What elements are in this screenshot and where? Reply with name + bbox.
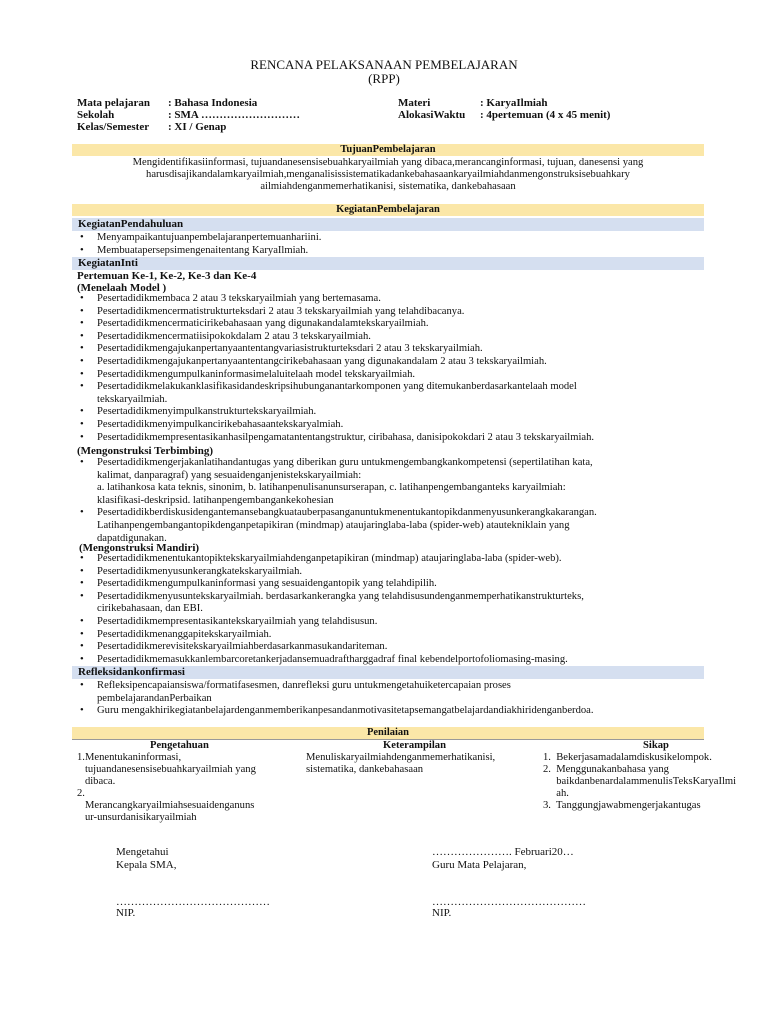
- document-title: RENCANA PELAKSANAAN PEMBELAJARAN: [250, 57, 518, 72]
- kegiatan-heading: KegiatanPembelajaran: [72, 204, 704, 216]
- list-item-text: Refleksipencapaiansiswa/formatifasesmen, danrefleksi guru untukmengetahuiketercapaian proses: [97, 680, 511, 691]
- terbimbing-heading: (Mengonstruksi Terbimbing): [77, 445, 213, 457]
- bullet-icon: •: [80, 343, 84, 355]
- guru-label: Guru Mata Pelajaran,: [432, 859, 527, 871]
- list-item-text: Pesertadidikmencermaticirikebahasaan yang digunakandalamtekskaryailmiah.: [97, 318, 429, 330]
- penilaian-line: 2. Menggunakanbahasa yang: [543, 764, 669, 775]
- list-item-text: Pesertadidikberdiskusidengantemansebangkuatauberpasanganuntukmenentukantopikdanmenyusunkerangkakarangan.: [97, 507, 597, 519]
- bullet-icon: •: [80, 244, 84, 256]
- list-item-text: Pesertadidikmencermatiisipokokdalam 2 atau 3 tekskaryailmiah.: [97, 330, 371, 342]
- bullet-icon: •: [80, 653, 84, 665]
- penilaian-line: Merancangkaryailmiahsesuaidenganuns: [77, 800, 255, 811]
- list-item: [77, 419, 701, 432]
- mengetahui-label: Mengetahui: [116, 846, 169, 858]
- list-item: [77, 553, 701, 566]
- list-item-text: Pesertadidikmengajukanpertanyaantentangcirikebahasaan yang digunakandalam 2 atau 3 tekskaryailmiah.: [97, 355, 547, 367]
- date-line: …………………. Februari20…: [432, 846, 574, 858]
- list-item: [77, 432, 701, 445]
- list-item-text: Pesertadidikmerevisitekskaryailmiahberdasarkanmasukandariteman.: [97, 641, 388, 653]
- identity-value-sekolah: : SMA ………………………: [168, 109, 300, 121]
- list-item-text: dapatdigunakan.: [97, 532, 167, 544]
- terbimbing-list: [77, 457, 701, 545]
- list-item-text: Pesertadidikmempresentasikantekskaryailmiah yang telahdisusun.: [97, 615, 378, 627]
- penilaian-line: 2.: [77, 788, 85, 799]
- inti-heading: KegiatanInti: [72, 257, 704, 270]
- identity-value-materi: : KaryaIlmiah: [480, 97, 548, 109]
- bullet-icon: •: [80, 318, 84, 330]
- pendahuluan-list: [77, 232, 701, 257]
- inti-meeting: Pertemuan Ke-1, Ke-2, Ke-3 dan Ke-4: [77, 270, 257, 282]
- list-item-text: Pesertadidikmenyimpulkancirikebahasaantekskaryalmiah.: [97, 418, 344, 430]
- bullet-icon: •: [80, 293, 84, 304]
- list-item-text: a. latihankosa kata teknis, sinonim, b. latihanpenulisanunsurserapan, c. latihanpengembanganteks karyailmiah:: [97, 482, 566, 494]
- penilaian-line: 1.Menentukaninformasi,: [77, 752, 182, 763]
- list-item-text: tekskaryailmiah.: [97, 393, 168, 405]
- bullet-icon: •: [80, 457, 84, 468]
- list-item: [77, 578, 701, 591]
- identity-value-alokasi: : 4pertemuan (4 x 45 menit): [480, 109, 611, 121]
- list-item: [77, 680, 701, 705]
- list-item-text: Pesertadidikmencermatistrukturteksdari 2 atau 3 tekskaryailmiah yang telahdibacanya.: [97, 305, 465, 317]
- pengetahuan-column: [77, 752, 305, 824]
- bullet-icon: •: [80, 305, 84, 317]
- list-item: [77, 629, 701, 642]
- list-item-text: Pesertadidikmengajukanpertanyaantentangvariasistrukturteksdari 2 atau 3 tekskaryailmiah.: [97, 343, 483, 355]
- guru-nip: NIP.: [432, 907, 452, 919]
- bullet-icon: •: [80, 330, 84, 342]
- penilaian-line: 3. Tanggungjawabmengerjakantugas: [543, 800, 701, 811]
- refleksi-list: [77, 680, 701, 718]
- identity-label-materi: Materi: [398, 97, 431, 109]
- bullet-icon: •: [80, 431, 84, 443]
- list-item-text: Pesertadidikmenyimpulkanstrukturtekskaryailmiah.: [97, 406, 317, 418]
- list-item: [77, 306, 701, 319]
- list-item-text: Pesertadidikmenanggapitekskaryailmiah.: [97, 628, 272, 640]
- list-item-text: Pesertadidikmengumpulkaninformasimelaluitelaah model tekskaryailmiah.: [97, 368, 416, 380]
- sikap-column: [543, 752, 768, 812]
- mandiri-heading: (Mengonstruksi Mandiri): [79, 542, 200, 554]
- penilaian-line: sistematika, dankebahasaan: [306, 764, 424, 775]
- list-item-text: Menyampaikantujuanpembelajaranpertemuanhariini.: [97, 232, 322, 243]
- keterampilan-column: [306, 752, 536, 776]
- list-item: [77, 245, 701, 258]
- guru-signature-line: ……………………………………: [432, 896, 586, 908]
- list-item-text: Guru mengakhirikegiatanbelajardenganmemberikanpesandanmotivasitetapsemangatbelajardandiakhiridenganberdoa.: [97, 705, 594, 717]
- tujuan-line: Mengidentifikasiinformasi, tujuandanesensisebuahkaryailmiah yang dibaca,merancanginformasi, tujuan, danesensi yang: [132, 157, 644, 168]
- list-item: [77, 381, 701, 406]
- sikap-header: Sikap: [643, 740, 669, 751]
- penilaian-line: ah.: [543, 788, 569, 799]
- bullet-icon: •: [80, 232, 84, 243]
- list-item-text: Pesertadidikmenentukantopiktekskaryailmiahdenganpetapikiran (mindmap) ataujaringlaba-laba (spider-web).: [97, 553, 562, 564]
- list-item: [77, 566, 701, 579]
- list-item-text: Pesertadidikmengerjakanlatihandantugas yang diberikan guru untukmengembangkankompetensi (sepertilatihan kata,: [97, 457, 593, 468]
- list-item: [77, 705, 701, 718]
- penilaian-line: 1. Bekerjasamadalamdiskusikelompok.: [543, 752, 712, 763]
- list-item: [77, 293, 701, 306]
- bullet-icon: •: [80, 705, 84, 717]
- identity-label-sekolah: Sekolah: [77, 109, 115, 121]
- pendahuluan-heading: KegiatanPendahuluan: [72, 218, 704, 231]
- tujuan-text: [78, 157, 698, 193]
- list-item-text: kalimat, danparagraf) yang sesuaidenganjenistekskaryailmiah:: [97, 469, 362, 481]
- bullet-icon: •: [80, 553, 84, 564]
- bullet-icon: •: [80, 368, 84, 380]
- identity-label-mapel: Mata pelajaran: [77, 97, 151, 109]
- bullet-icon: •: [80, 680, 84, 691]
- list-item-text: cirikebahasaan, dan EBI.: [97, 603, 203, 615]
- identity-label-alokasi: AlokasiWaktu: [398, 109, 466, 121]
- list-item: [77, 457, 701, 507]
- list-item-text: Pesertadidikmenyusunkerangkatekskaryailmiah.: [97, 565, 303, 577]
- list-item: [77, 232, 701, 245]
- tujuan-heading: TujuanPembelajaran: [72, 144, 704, 156]
- penilaian-line: baikdanbenardalammenulisTeksKaryaIlmi: [543, 776, 737, 787]
- identity-label-kelas: Kelas/Semester: [77, 121, 150, 133]
- list-item-text: Pesertadidikmelakukanklasifikasidandeskripsihubunganantarkomponen yang ditemukanberdasarkantelaah model: [97, 381, 577, 393]
- tujuan-line: harusdisajikandalamkaryailmiah,menganalisissistematikadankebahasaankaryailmiahdanmengonstruksisebuahkary: [146, 169, 630, 180]
- penilaian-line: Menuliskaryailmiahdenganmemerhatikanisi,: [306, 752, 496, 763]
- bullet-icon: •: [80, 565, 84, 577]
- pengetahuan-header: Pengetahuan: [150, 740, 209, 751]
- identity-value-mapel: : Bahasa Indonesia: [168, 97, 258, 109]
- penilaian-line: dibaca.: [77, 776, 116, 787]
- list-item-text: Pesertadidikmembaca 2 atau 3 tekskaryailmiah yang bertemasama.: [97, 293, 381, 304]
- identity-value-kelas: : XI / Genap: [168, 121, 227, 133]
- list-item-text: Latihanpengembangantopikdenganpetapikiran (mindmap) ataujaringlaba-laba (spider-web) atautekniklain yang: [97, 519, 570, 531]
- list-item: [77, 369, 701, 382]
- bullet-icon: •: [80, 381, 84, 393]
- list-item: [77, 507, 701, 545]
- list-item: [77, 616, 701, 629]
- menelaah-heading: (Menelaah Model ): [77, 282, 167, 294]
- list-item: [77, 591, 701, 616]
- list-item-text: pembelajarandanPerbaikan: [97, 692, 212, 704]
- list-item: [77, 406, 701, 419]
- bullet-icon: •: [80, 418, 84, 430]
- kepala-sekolah-label: Kepala SMA,: [116, 859, 177, 871]
- keterampilan-header: Keterampilan: [383, 740, 446, 751]
- list-item: [77, 318, 701, 331]
- bullet-icon: •: [80, 578, 84, 590]
- list-item: [77, 331, 701, 344]
- list-item-text: Pesertadidikmempresentasikanhasilpengamatantentangstruktur, ciribahasa, danisipokokdari 2 atau 3 tekskaryailmiah.: [97, 431, 595, 443]
- bullet-icon: •: [80, 406, 84, 418]
- penilaian-line: ur-unsurdanisikaryailmiah: [77, 812, 197, 823]
- list-item: [77, 356, 701, 369]
- kepala-signature-line: ……………………………………: [116, 896, 270, 908]
- bullet-icon: •: [80, 507, 84, 519]
- bullet-icon: •: [80, 641, 84, 653]
- list-item-text: Membuatapersepsimengenaitentang KaryaIlmiah.: [97, 244, 309, 256]
- penilaian-heading: Penilaian: [72, 727, 704, 739]
- list-item-text: Pesertadidikmenyusuntekskaryailmiah. berdasarkankerangka yang telahdisusundenganmemperhatikanstrukturteks,: [97, 590, 584, 602]
- tujuan-line: ailmiahdenganmemerhatikanisi, sistematika, dankebahasaan: [260, 181, 516, 192]
- menelaah-list: [77, 293, 701, 444]
- bullet-icon: •: [80, 590, 84, 602]
- mandiri-list: [77, 553, 701, 666]
- list-item-text: klasifikasi-deskripsid. latihanpengembangankekohesian: [97, 494, 334, 506]
- bullet-icon: •: [80, 615, 84, 627]
- kepala-nip: NIP.: [116, 907, 136, 919]
- penilaian-line: tujuandanesensisebuahkaryailmiah yang: [77, 764, 256, 775]
- list-item-text: Pesertadidikmemasukkanlembarcoretankerjadansemuadraftharggadraf final kebendelportofoliomasing-masing.: [97, 653, 568, 665]
- list-item-text: Pesertadidikmengumpulkaninformasi yang sesuaidengantopik yang telahdipilih.: [97, 578, 437, 590]
- refleksi-heading: Refleksidankonfirmasi: [72, 666, 704, 679]
- list-item: [77, 641, 701, 654]
- list-item: [77, 654, 701, 667]
- list-item: [77, 343, 701, 356]
- document-subtitle: (RPP): [368, 71, 400, 86]
- bullet-icon: •: [80, 628, 84, 640]
- bullet-icon: •: [80, 355, 84, 367]
